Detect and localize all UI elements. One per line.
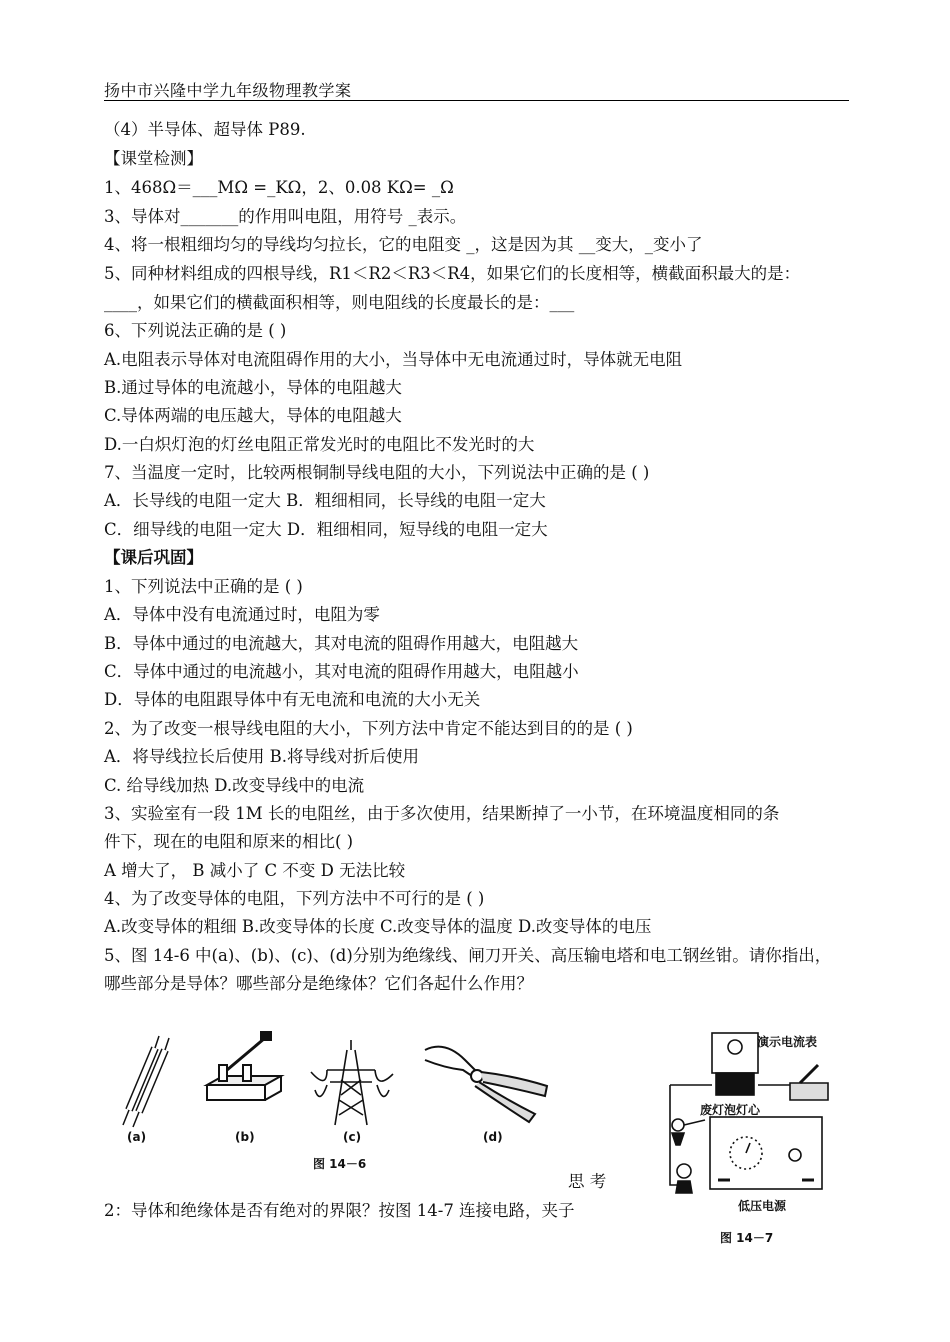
fig-label-c: (c) (343, 1130, 362, 1144)
meter-label: 演示电流表 (757, 1035, 818, 1049)
power-supply-label: 低压电源 (738, 1199, 787, 1213)
insulated-wire-drawing (123, 1036, 169, 1127)
text-line: A.改变导体的粗细 B.改变导体的长度 C.改变导体的温度 D.改变导体的电压 (104, 917, 652, 936)
text-line: ____，如果它们的横截面积相等，则电阻线的长度最长的是：___ (104, 293, 575, 312)
text-line: 3、实验室有一段 1M 长的电阻丝，由于多次使用，结果断掉了一小节，在环境温度相同的条 (104, 804, 780, 823)
pliers-drawing (425, 1047, 547, 1122)
text-line: 4、为了改变导体的电阻，下列方法中不可行的是 ( ) (104, 889, 485, 908)
text-line: C.导体两端的电压越大，导体的电阻越大 (104, 406, 402, 425)
text-line: B.通过导体的电流越小，导体的电阻越大 (104, 378, 402, 397)
figure-14-7-drawing (650, 1025, 845, 1215)
text-line: 3、导体对_______的作用叫电阻，用符号 _表示。 (104, 207, 467, 226)
text-line: A 增大了， B 减小了 C 不变 D 无法比较 (104, 861, 406, 880)
text-line: 7、当温度一定时，比较两根铜制导线电阻的大小，下列说法中正确的是 ( ) (104, 463, 650, 482)
think-heading: 思 考 (568, 1172, 607, 1191)
power-tower-drawing (311, 1040, 393, 1125)
text-line: 2：导体和绝缘体是否有绝对的界限？按图 14-7 连接电路，夹子 (104, 1201, 575, 1220)
figure-14-7-caption: 图 14－7 (720, 1231, 774, 1245)
text-line: A．长导线的电阻一定大 B．粗细相同，长导线的电阻一定大 (104, 491, 546, 510)
figure-14-6 (115, 1030, 565, 1175)
text-line: A.电阻表示导体对电流阻碍作用的大小，当导体中无电流通过时，导体就无电阻 (104, 350, 683, 369)
figure-14-6-drawing (115, 1030, 565, 1175)
text-line: 5、同种材料组成的四根导线，R1＜R2＜R3＜R4，如果它们的长度相等，横截面积最大的是： (104, 264, 801, 283)
lamp-core-label: 废灯泡灯心 (700, 1103, 761, 1117)
text-line: C．细导线的电阻一定大 D．粗细相同，短导线的电阻一定大 (104, 520, 548, 539)
text-line: 件下，现在的电阻和原来的相比( ) (104, 832, 354, 851)
text-line: B．导体中通过的电流越大，其对电流的阻碍作用越大，电阻越大 (104, 634, 579, 653)
text-line: D.一白炽灯泡的灯丝电阻正常发光时的电阻比不发光时的大 (104, 435, 535, 454)
text-line: D．导体的电阻跟导体中有无电流和电流的大小无关 (104, 690, 481, 709)
text-line: 1、468Ω＝___MΩ =_KΩ，2、0.08 KΩ= _Ω (104, 178, 454, 197)
figure-14-6-caption: 图 14－6 (313, 1157, 367, 1171)
fig-label-a: (a) (127, 1130, 147, 1144)
text-line: 6、下列说法正确的是 ( ) (104, 321, 287, 340)
ammeter-drawing (712, 1033, 758, 1073)
text-line: 4、将一根粗细均匀的导线均匀拉长，它的电阻变 _，这是因为其 __变大，_变小了 (104, 235, 703, 254)
figure-14-7 (650, 1025, 845, 1245)
bulb-drawing (677, 1164, 691, 1178)
section-heading: 【课后巩固】 (104, 548, 203, 567)
text-line: 1、下列说法中正确的是 ( ) (104, 577, 303, 596)
text-line: （4）半导体、超导体 P89. (104, 120, 306, 139)
text-line: A．导体中没有电流通过时，电阻为零 (104, 605, 380, 624)
section-heading: 【课堂检测】 (104, 149, 203, 168)
text-line: C．导体中通过的电流越小，其对电流的阻碍作用越大，电阻越小 (104, 662, 579, 681)
switch-drawing (790, 1083, 828, 1100)
header-title: 扬中市兴隆中学九年级物理教学案 (104, 81, 352, 100)
power-supply-drawing (710, 1117, 822, 1189)
text-line: C. 给导线加热 D.改变导线中的电流 (104, 776, 365, 795)
fig-label-b: (b) (235, 1130, 255, 1144)
fig-label-d: (d) (483, 1130, 503, 1144)
text-line: 5、图 14-6 中(a)、(b)、(c)、(d)分别为绝缘线、闸刀开关、高压输电塔和电工钢丝钳。请你指出， (104, 946, 832, 965)
lamp-core-drawing (672, 1119, 684, 1131)
text-line: 2、为了改变一根导线电阻的大小，下列方法中肯定不能达到目的的是 ( ) (104, 719, 633, 738)
page-header (104, 78, 849, 101)
text-line: 哪些部分是导体？哪些部分是绝缘体？它们各起什么作用？ (104, 974, 533, 993)
knife-switch-drawing (207, 1032, 281, 1100)
text-line: A．将导线拉长后使用 B.将导线对折后使用 (104, 747, 420, 766)
